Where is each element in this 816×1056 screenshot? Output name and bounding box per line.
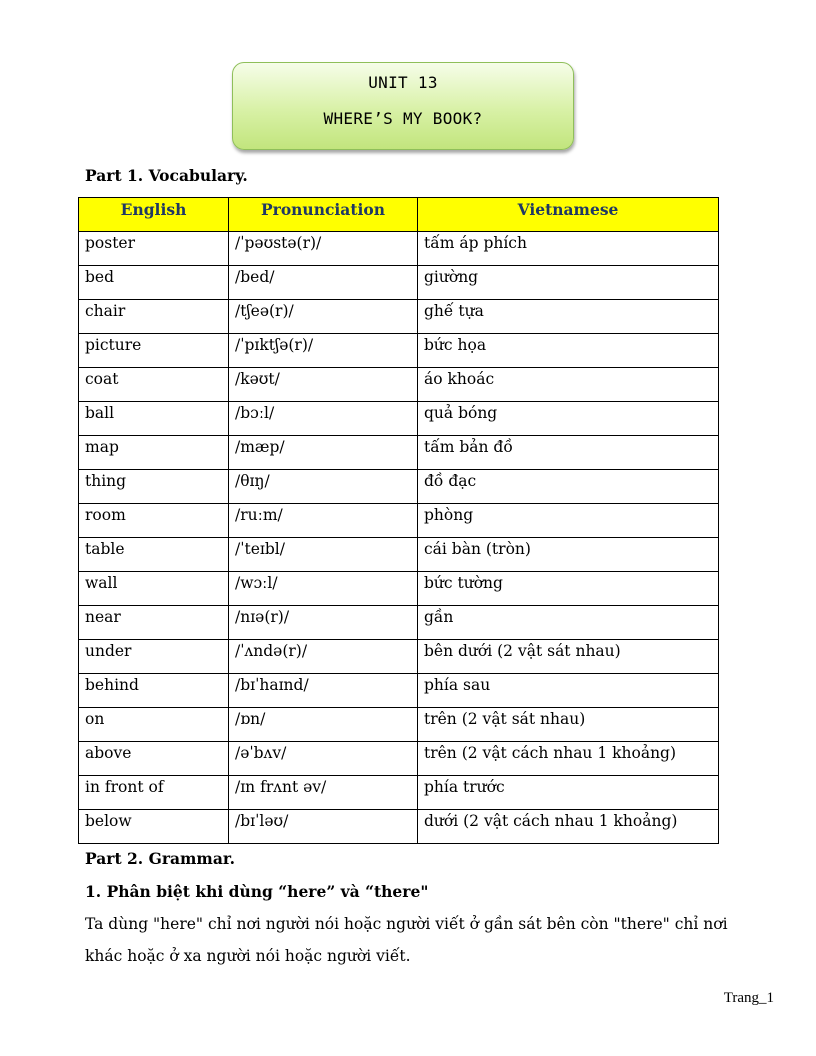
cell-english: room xyxy=(79,504,229,538)
cell-pronunciation: /θɪŋ/ xyxy=(229,470,418,504)
part2-heading: Part 2. Grammar. xyxy=(85,849,236,868)
cell-pronunciation: /ˈteɪbl/ xyxy=(229,538,418,572)
unit-number: UNIT 13 xyxy=(368,73,438,92)
cell-english: near xyxy=(79,606,229,640)
section1-heading: 1. Phân biệt khi dùng “here” và “there" xyxy=(85,882,429,901)
cell-vietnamese: trên (2 vật sát nhau) xyxy=(418,708,719,742)
cell-pronunciation: /mæp/ xyxy=(229,436,418,470)
cell-english: poster xyxy=(79,232,229,266)
cell-pronunciation: /ˈpəʊstə(r)/ xyxy=(229,232,418,266)
cell-vietnamese: tấm bản đồ xyxy=(418,436,719,470)
header-english: English xyxy=(79,198,229,232)
cell-vietnamese: đồ đạc xyxy=(418,470,719,504)
table-row xyxy=(79,470,719,504)
table-row xyxy=(79,300,719,334)
table-row xyxy=(79,606,719,640)
cell-vietnamese: giường xyxy=(418,266,719,300)
table-row xyxy=(79,232,719,266)
table-row xyxy=(79,538,719,572)
cell-pronunciation: /ɒn/ xyxy=(229,708,418,742)
table-row xyxy=(79,742,719,776)
cell-english: wall xyxy=(79,572,229,606)
cell-vietnamese: bức tường xyxy=(418,572,719,606)
table-row xyxy=(79,810,719,844)
cell-english: above xyxy=(79,742,229,776)
cell-vietnamese: quả bóng xyxy=(418,402,719,436)
section1-text-line1: Ta dùng "here" chỉ nơi người nói hoặc người viết ở gần sát bên còn "there" chỉ nơi xyxy=(85,915,728,933)
cell-vietnamese: phía sau xyxy=(418,674,719,708)
header-vietnamese: Vietnamese xyxy=(418,198,719,232)
cell-pronunciation: /bɪˈləʊ/ xyxy=(229,810,418,844)
page-footer: Trang_1 xyxy=(723,990,774,1006)
cell-pronunciation: /bɔːl/ xyxy=(229,402,418,436)
table-header-row xyxy=(79,198,719,232)
cell-english: map xyxy=(79,436,229,470)
table-row xyxy=(79,640,719,674)
cell-english: under xyxy=(79,640,229,674)
cell-pronunciation: /wɔːl/ xyxy=(229,572,418,606)
cell-english: chair xyxy=(79,300,229,334)
vocabulary-table xyxy=(78,197,719,844)
cell-vietnamese: phía trước xyxy=(418,776,719,810)
cell-pronunciation: /kəʊt/ xyxy=(229,368,418,402)
table-row xyxy=(79,708,719,742)
vocabulary-table-body xyxy=(79,232,719,844)
cell-vietnamese: trên (2 vật cách nhau 1 khoảng) xyxy=(418,742,719,776)
table-row xyxy=(79,674,719,708)
cell-pronunciation: /əˈbʌv/ xyxy=(229,742,418,776)
table-row xyxy=(79,572,719,606)
table-row xyxy=(79,504,719,538)
cell-pronunciation: /bed/ xyxy=(229,266,418,300)
cell-vietnamese: gần xyxy=(418,606,719,640)
cell-vietnamese: cái bàn (tròn) xyxy=(418,538,719,572)
table-row xyxy=(79,266,719,300)
cell-english: below xyxy=(79,810,229,844)
section1-text-line2: khác hoặc ở xa người nói hoặc người viết. xyxy=(85,947,411,965)
cell-pronunciation: /bɪˈhaɪnd/ xyxy=(229,674,418,708)
cell-english: coat xyxy=(79,368,229,402)
cell-english: behind xyxy=(79,674,229,708)
cell-english: on xyxy=(79,708,229,742)
part1-heading: Part 1. Vocabulary. xyxy=(85,166,248,185)
cell-english: in front of xyxy=(79,776,229,810)
cell-english: bed xyxy=(79,266,229,300)
cell-pronunciation: /ˈpɪktʃə(r)/ xyxy=(229,334,418,368)
table-row xyxy=(79,334,719,368)
cell-pronunciation: /ruːm/ xyxy=(229,504,418,538)
cell-english: thing xyxy=(79,470,229,504)
cell-vietnamese: tấm áp phích xyxy=(418,232,719,266)
cell-pronunciation: /nɪə(r)/ xyxy=(229,606,418,640)
cell-pronunciation: /ɪn frʌnt əv/ xyxy=(229,776,418,810)
cell-english: table xyxy=(79,538,229,572)
table-row xyxy=(79,368,719,402)
table-row xyxy=(79,776,719,810)
cell-pronunciation: /tʃeə(r)/ xyxy=(229,300,418,334)
cell-vietnamese: bên dưới (2 vật sát nhau) xyxy=(418,640,719,674)
unit-title: WHERE’S MY BOOK? xyxy=(323,109,483,128)
table-row xyxy=(79,402,719,436)
unit-title-box xyxy=(232,62,574,150)
cell-vietnamese: ghế tựa xyxy=(418,300,719,334)
cell-english: picture xyxy=(79,334,229,368)
cell-vietnamese: dưới (2 vật cách nhau 1 khoảng) xyxy=(418,810,719,844)
cell-vietnamese: áo khoác xyxy=(418,368,719,402)
header-pronunciation: Pronunciation xyxy=(229,198,418,232)
cell-pronunciation: /ˈʌndə(r)/ xyxy=(229,640,418,674)
cell-vietnamese: bức họa xyxy=(418,334,719,368)
table-row xyxy=(79,436,719,470)
cell-vietnamese: phòng xyxy=(418,504,719,538)
section1-text xyxy=(85,908,745,972)
cell-english: ball xyxy=(79,402,229,436)
